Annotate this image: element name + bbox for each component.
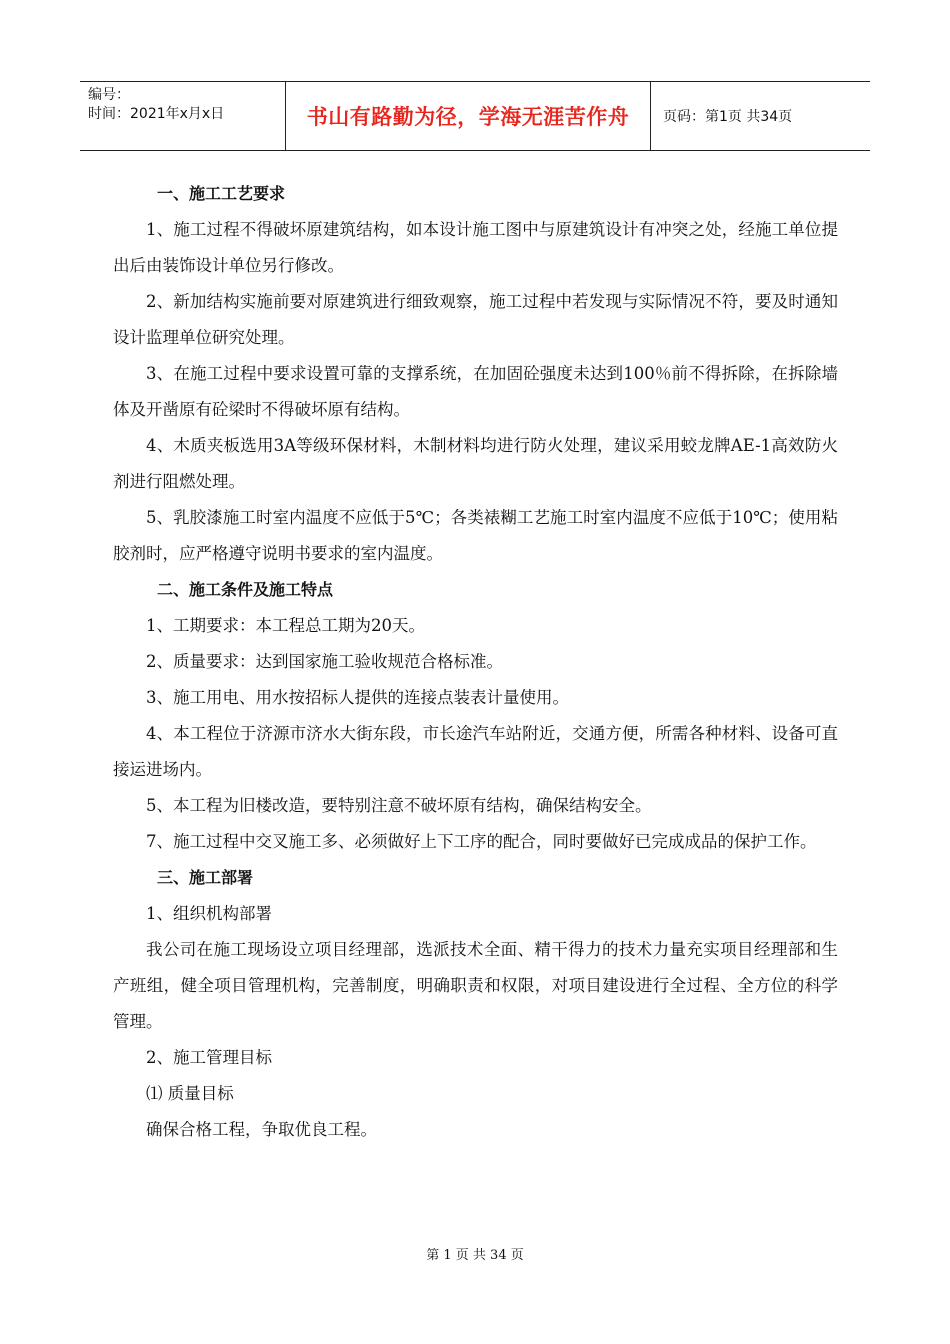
paragraph: 3、在施工过程中要求设置可靠的支撑系统，在加固砼强度未达到100％前不得拆除，在拆除墙体及开凿原有砼梁时不得破坏原有结构。	[113, 364, 838, 419]
section-1	[113, 176, 838, 572]
paragraph: 1、施工过程不得破坏原建筑结构，如本设计施工图中与原建筑设计有冲突之处，经施工单位提出后由装饰设计单位另行修改。	[113, 220, 838, 275]
paragraph: 1、工期要求：本工程总工期为20天。	[146, 616, 425, 635]
paragraph: 3、施工用电、用水按招标人提供的连接点装表计量使用。	[146, 688, 569, 707]
paragraph: 4、木质夹板选用3A等级环保材料，木制材料均进行防火处理，建议采用蛟龙牌AE-1高效防火剂进行阻燃处理。	[113, 436, 838, 491]
section-heading: 三、施工部署	[157, 868, 254, 887]
doc-number-label: 编号：	[88, 87, 130, 103]
paragraph: 4、本工程位于济源市济水大街东段，市长途汽车站附近，交通方便，所需各种材料、设备可直接运进场内。	[113, 724, 838, 779]
paragraph: 确保合格工程，争取优良工程。	[146, 1120, 377, 1139]
paragraph: ⑴ 质量目标	[146, 1084, 234, 1103]
section-heading: 二、施工条件及施工特点	[157, 580, 334, 599]
page-footer: 第 1 页 共 34 页	[426, 1248, 524, 1263]
paragraph: 7、施工过程中交叉施工多、必须做好上下工序的配合，同时要做好已完成成品的保护工作。	[146, 832, 817, 851]
section-heading: 一、施工工艺要求	[157, 184, 286, 203]
paragraph: 5、本工程为旧楼改造，要特别注意不破坏原有结构，确保结构安全。	[146, 796, 652, 815]
document-body	[113, 176, 838, 1148]
time-label: 时间：2021年x月x日	[88, 106, 225, 122]
page-header	[80, 81, 870, 151]
paragraph: 2、施工管理目标	[146, 1048, 272, 1067]
header-info	[80, 82, 285, 150]
paragraph: 1、组织机构部署	[146, 904, 272, 923]
section-2	[113, 572, 838, 860]
header-page-label: 页码：第1页 共34页	[663, 109, 793, 125]
header-motto: 书山有路勤为径，学海无涯苦作舟	[285, 82, 651, 150]
paragraph: 2、新加结构实施前要对原建筑进行细致观察，施工过程中若发现与实际情况不符，要及时通知设计监理单位研究处理。	[113, 292, 838, 347]
section-3	[113, 860, 838, 1148]
paragraph: 我公司在施工现场设立项目经理部，选派技术全面、精干得力的技术力量充实项目经理部和生产班组，健全项目管理机构，完善制度，明确职责和权限，对项目建设进行全过程、全方位的科学管理。	[113, 940, 838, 1031]
paragraph: 5、乳胶漆施工时室内温度不应低于5℃；各类裱糊工艺施工时室内温度不应低于10℃；使用粘胶剂时，应严格遵守说明书要求的室内温度。	[113, 508, 838, 563]
paragraph: 2、质量要求：达到国家施工验收规范合格标准。	[146, 652, 503, 671]
